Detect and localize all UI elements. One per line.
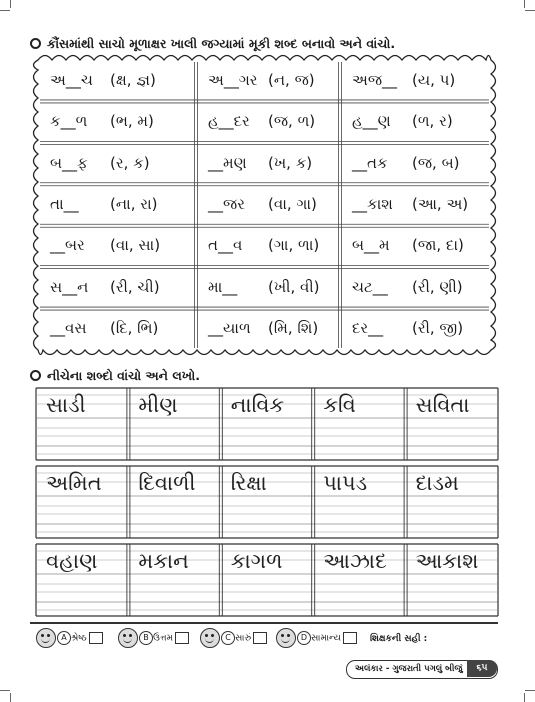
letter-options: (ભ, મ): [110, 112, 154, 131]
practice-word: મીણ: [138, 393, 178, 417]
blank-word: __બર: [50, 236, 85, 255]
blank-word: તા__: [50, 195, 79, 213]
letter-options: (ગા, ળા): [268, 236, 320, 255]
grade-checkbox[interactable]: [343, 632, 357, 644]
letter-options: (જા, દા): [412, 236, 464, 255]
practice-word: દિવાળી: [138, 471, 196, 495]
letter-options: (ક્ષ, જ્ઞ): [110, 70, 156, 89]
practice-word: રિક્ષા: [230, 471, 267, 495]
grade-checkbox[interactable]: [89, 632, 103, 644]
grade-a: [36, 628, 103, 648]
smiley-face-icon: [118, 628, 138, 648]
letter-options: (રી, ણી): [412, 277, 463, 296]
grade-letter: A: [57, 631, 71, 645]
letter-options: (ખ, ક): [268, 153, 313, 172]
blank-word: __કાશ: [352, 195, 393, 213]
practice-word: મકાન: [138, 549, 189, 573]
grade-b: [118, 628, 189, 648]
book-title: અલંકાર - ગુજરાતી પગલું બીજું: [355, 664, 463, 674]
smiley-face-icon: [200, 628, 220, 648]
instruction-text: નીચેના શબ્દો વાંચો અને લખો.: [47, 368, 200, 383]
blank-word: બ__મ: [352, 236, 390, 255]
blank-word: __વસ: [50, 319, 87, 338]
practice-word: પાપડ: [323, 471, 368, 495]
grade-badges: [36, 628, 366, 650]
smiley-face-icon: [36, 628, 56, 648]
letter-options: (જ, બ): [412, 153, 460, 172]
blank-word: __યાળ: [208, 319, 251, 338]
practice-word: દાડમ: [415, 471, 459, 495]
letter-options: (ખી, વી): [268, 277, 320, 296]
letter-options: (ય, પ): [412, 70, 456, 89]
grade-label: શ્રેષ્ઠ: [71, 633, 87, 644]
blank-word: ક__ળ: [50, 112, 88, 131]
letter-options: (દિ, ભિ): [110, 319, 159, 338]
grade-label: સામાન્ય: [311, 633, 341, 644]
book-title-pill: [346, 660, 498, 679]
letter-options: (વા, સા): [110, 236, 161, 255]
footer-rule: [30, 622, 498, 624]
blank-word: ચટ__: [352, 277, 388, 296]
practice-word: સાડી: [46, 393, 86, 417]
smiley-face-icon: [276, 628, 296, 648]
blank-word: હ__ણ: [352, 112, 391, 131]
grade-d: [276, 628, 357, 648]
grade-checkbox[interactable]: [253, 632, 267, 644]
letter-options: (વા, ગા): [268, 195, 317, 213]
blank-word: દર__: [352, 319, 384, 338]
blank-word: ત__વ: [208, 236, 243, 255]
grade-label: ઉત્તમ: [153, 633, 174, 644]
blank-word: અજ__: [352, 70, 398, 89]
blank-word: બ__ફ: [50, 153, 88, 172]
letter-options: (આ, અ): [412, 195, 469, 213]
grade-letter: B: [139, 631, 153, 645]
letter-options: (ર, ક): [110, 153, 150, 172]
blank-word: __તક: [352, 153, 388, 172]
teacher-signature-label: શિક્ષકની સહી :: [370, 634, 428, 644]
grade-label: સારું: [235, 633, 252, 644]
grade-checkbox[interactable]: [175, 632, 189, 644]
instruction-text: કૌંસમાંથી સાચો મૂળાક્ષર ખાલી જગ્યામાં મૂકી શબ્દ બનાવો અને વાંચો.: [47, 36, 396, 51]
practice-word: કવિ: [323, 393, 356, 417]
letter-options: (ળ, ર): [412, 112, 453, 131]
practice-word: કાગળ: [230, 549, 283, 573]
letter-options: (ના, રા): [110, 195, 158, 213]
blank-word: અ__ચ: [50, 70, 93, 89]
page-number: ૬૫: [467, 660, 497, 677]
blank-word: અ__ગર: [208, 70, 258, 89]
practice-word: નાવિક: [230, 393, 285, 417]
practice-word: આકાશ: [415, 549, 479, 573]
grade-letter: D: [297, 631, 311, 645]
letter-options: (મિ, શિ): [268, 319, 319, 338]
letter-options: (ન, જ): [268, 70, 315, 89]
blank-word: __જર: [208, 195, 245, 213]
practice-word: આઝાદ: [323, 549, 387, 573]
letter-options: (જ, ળ): [268, 112, 316, 131]
grade-letter: C: [221, 631, 235, 645]
practice-word: વહાણ: [46, 549, 98, 573]
blank-word: સ__ન: [50, 277, 89, 296]
blank-word: __મણ: [208, 153, 247, 172]
letter-options: (રી, ચી): [110, 277, 160, 296]
blank-word: હ__દર: [208, 112, 250, 131]
letter-options: (રી, જી): [412, 319, 464, 338]
practice-word: અમિત: [46, 471, 102, 495]
blank-word: મા__: [208, 277, 238, 296]
practice-word: સવિતા: [415, 393, 470, 417]
grade-c: [200, 628, 267, 648]
